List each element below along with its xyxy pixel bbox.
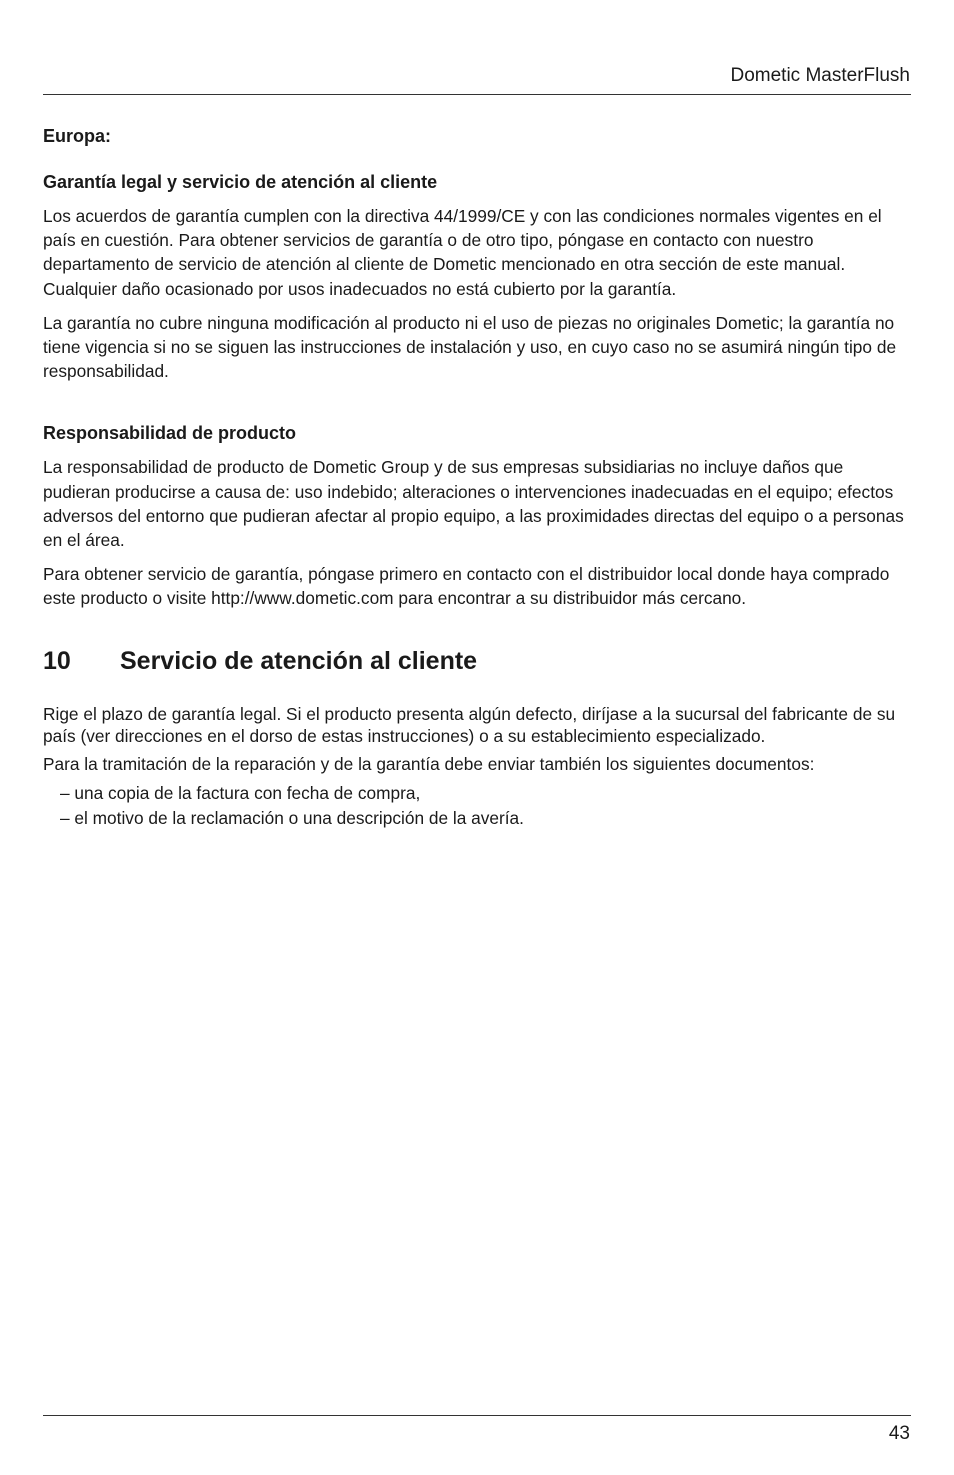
chapter-paragraph-2: Para la tramitación de la reparación y de la garantía debe enviar también los siguientes documentos: bbox=[43, 753, 815, 774]
page-content bbox=[43, 124, 911, 831]
chapter-paragraph-1: Rige el plazo de garantía legal. Si el producto presenta algún defecto, diríjase a la sucursal del fabricante de su país (ver direcciones en el dorso de estas instrucciones) o a su establecimiento especializado. bbox=[43, 703, 896, 746]
liability-paragraph-2: Para obtener servicio de garantía, póngase primero en contacto con el distribuidor local donde haya comprado este producto o visite http://www.dometic.com para encontrar a su distribuidor más cercano. bbox=[43, 564, 890, 609]
running-header: Dometic MasterFlush bbox=[730, 65, 910, 86]
documents-list bbox=[43, 781, 911, 831]
section-spacer bbox=[43, 393, 911, 421]
header-divider bbox=[43, 94, 911, 95]
footer-divider bbox=[43, 1415, 911, 1416]
warranty-paragraph-2: La garantía no cubre ninguna modificación al producto ni el uso de piezas no originales Dometic; la garantía no tiene vigencia si no se siguen las instrucciones de instalación y uso, en cuyo caso no se asumirá ningún tipo de responsabilidad. bbox=[43, 312, 897, 382]
chapter-heading bbox=[43, 645, 911, 677]
chapter-title: Servicio de atención al cliente bbox=[120, 646, 478, 675]
warranty-heading: Garantía legal y servicio de atención al cliente bbox=[43, 172, 438, 192]
list-item: – el motivo de la reclamación o una descripción de la avería. bbox=[60, 807, 524, 828]
page-number: 43 bbox=[888, 1423, 910, 1444]
liability-heading: Responsabilidad de producto bbox=[43, 423, 297, 444]
warranty-paragraph-1: Los acuerdos de garantía cumplen con la directiva 44/1999/CE y con las condiciones normales vigentes en el país en cuestión. Para obtener servicios de garantía o de otro tipo, póngase en contacto con nuestro departamento de servicio de atención al cliente de Dometic mencionado en otra sección de este manual. Cualquier daño ocasionado por usos inadecuados no está cubierto por la garantía. bbox=[43, 206, 882, 299]
liability-paragraph-1: La responsabilidad de producto de Dometic Group y de sus empresas subsidiarias no incluye daños que pudieran producirse a causa de: uso indebido; alteraciones o intervenciones inadecuadas en el equipo; efectos adversos del entorno que pudieran afectar al propio equipo, a las proximidades directas del equipo o a personas en el área. bbox=[43, 457, 904, 551]
region-label: Europa: bbox=[43, 126, 112, 146]
list-item: – una copia de la factura con fecha de compra, bbox=[60, 782, 421, 803]
chapter-number: 10 bbox=[43, 646, 71, 675]
